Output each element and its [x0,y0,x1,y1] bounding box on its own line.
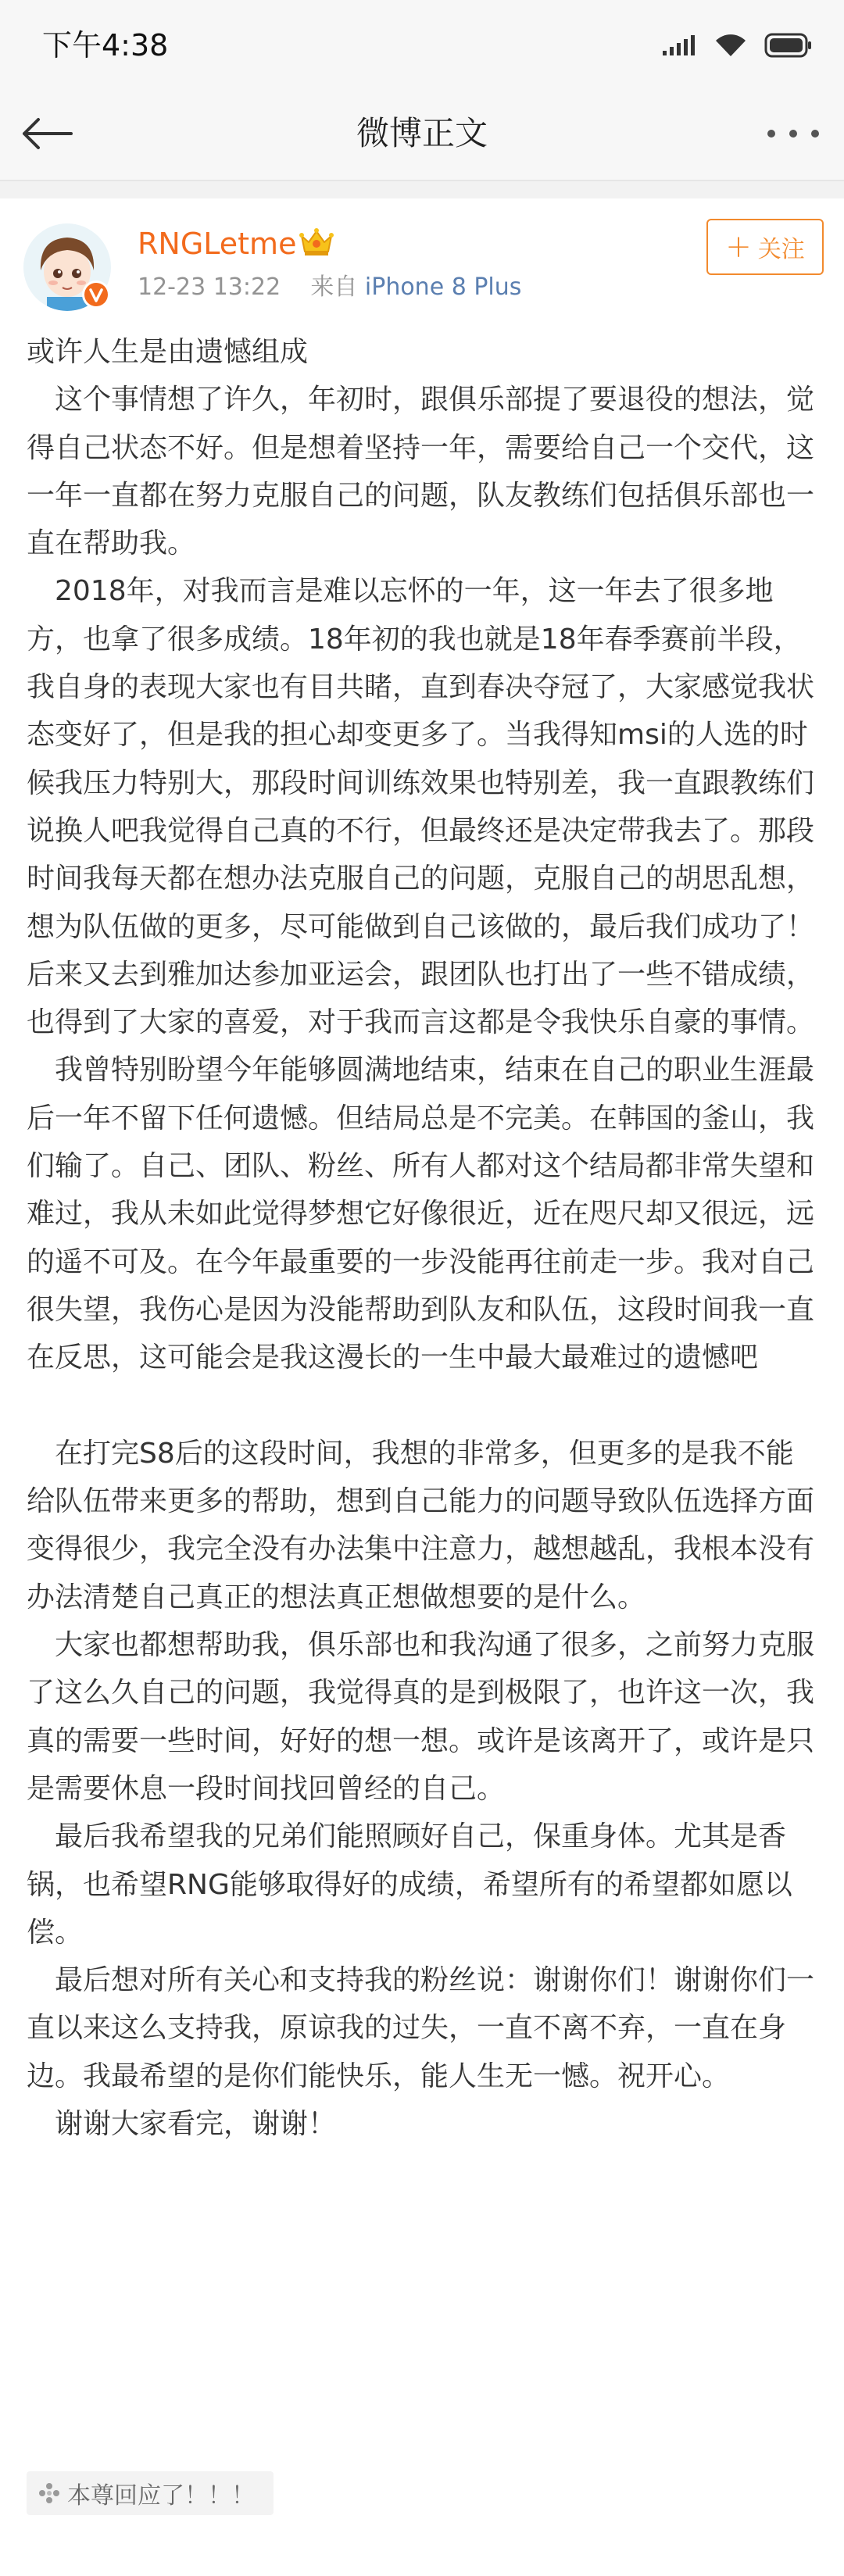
battery-icon [764,33,813,58]
post-date: 12-23 13:22 [138,273,281,301]
follow-button[interactable] [706,219,824,275]
more-button[interactable] [758,108,828,159]
more-dots-icon [766,128,821,139]
post-header [0,198,844,323]
sparkle-icon [38,2481,61,2505]
post-source-prefix: 来自 [310,273,358,301]
post-paragraph: 大家也都想帮助我，俱乐部也和我沟通了很多，之前努力克服了这么久自己的问题，我觉得真的是到极限了，也许这一次，我真的需要一些时间，好好的想一想。或许是该离开了，或许是只是需要休息一段时间找回曾经的自己。 [27,1629,815,1805]
divider [0,181,844,198]
post-paragraph: 最后想对所有关心和支持我的粉丝说：谢谢你们！谢谢你们一直以来这么支持我，原谅我的过失，一直不离不弃，一直在身边。我最希望的是你们能快乐，能人生无一憾。祝开心。 [27,1964,815,2092]
post-paragraph: 在打完S8后的这段时间，我想的非常多，但更多的是我不能给队伍带来更多的帮助，想到自己能力的问题导致队伍选择方面变得很少，我完全没有办法集中注意力，越想越乱，我根本没有办法清楚自己真正的想法真正想做想要的是什么。 [27,1437,815,1613]
nav-bar [0,88,844,181]
post-paragraph: 这个事情想了许久，年初时，跟俱乐部提了要退役的想法，觉得自己状态不好。但是想着坚持一年，需要给自己一个交代，这一年一直都在努力克服自己的问题，队友教练们包括俱乐部也一直在帮助我。 [27,384,815,560]
post-paragraph: 我曾特别盼望今年能够圆满地结束，结束在自己的职业生涯最后一年不留下任何遗憾。但结局总是不完美。在韩国的釜山，我们输了。自己、团队、粉丝、所有人都对这个结局都非常失望和难过，我从未如此觉得梦想它好像很近，近在咫尺却又很远，远的遥不可及。在今年最重要的一步没能再往前走一步。我对自己很失望，我伤心是因为没能帮助到队友和队伍，这段时间我一直在反思，这可能会是我这漫长的一生中最大最难过的遗憾吧 [27,1054,815,1374]
reply-chip-label: 本尊回应了！！！ [67,2482,255,2510]
status-icons [663,31,813,59]
wifi-icon [714,33,747,58]
verified-badge-icon [81,280,111,309]
blank-line [27,1382,819,1430]
vip-crown-icon[interactable] [299,227,334,258]
post-body [27,328,819,2148]
post-device[interactable]: iPhone 8 Plus [364,273,522,301]
signal-icon [663,34,697,57]
author-name[interactable]: RNGLetme [138,227,297,261]
post-paragraph: 最后我希望我的兄弟们能照顾好自己，保重身体。尤其是香锅，也希望RNG能够取得好的成绩，希望所有的希望都如愿以偿。 [27,1820,792,1949]
reply-chip[interactable] [27,2471,274,2515]
page-title: 微博正文 [356,114,488,152]
post-paragraph: 或许人生是由遗憾组成 [27,336,309,368]
status-bar [0,0,844,88]
post-paragraph: 2018年，对我而言是难以忘怀的一年，这一年去了很多地方，也拿了很多成绩。18年初的我也就是18年春季赛前半段，我自身的表现大家也有目共睹，直到春决夺冠了，大家感觉我状态变好了，但是我的担心却变更多了。当我得知msi的人选的时候我压力特别大，那段时间训练效果也特别差，我一直跟教练们说换人吧我觉得自己真的不行，但最终还是决定带我去了。那段时间我每天都在想办法克服自己的问题，克服自己的胡思乱想，想为队伍做的更多，尽可能做到自己该做的，最后我们成功了！后来又去到雅加达参加亚运会，跟团队也打出了一些不错成绩，也得到了大家的喜爱，对于我而言这都是令我快乐自豪的事情。 [27,575,815,1039]
follow-label: 关注 [757,236,805,263]
plus-icon: + [725,229,752,265]
post-meta [138,270,521,305]
post-paragraph: 谢谢大家看完，谢谢！ [55,2107,337,2140]
status-time: 下午4:38 [42,28,169,63]
